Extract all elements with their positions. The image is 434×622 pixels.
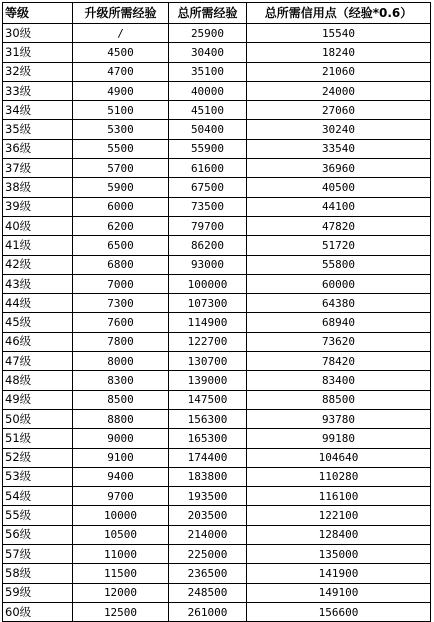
cell-total-credits: 33540 [247,139,431,158]
cell-upgrade-exp: 7600 [73,313,169,332]
header-upgrade-exp: 升级所需经验 [73,3,169,24]
cell-total-exp: 114900 [169,313,247,332]
cell-total-credits: 68940 [247,313,431,332]
cell-upgrade-exp: 7000 [73,274,169,293]
table-row [3,236,431,255]
table-row [3,81,431,100]
table-row [3,448,431,467]
cell-upgrade-exp: 4700 [73,62,169,81]
cell-upgrade-exp: 4900 [73,81,169,100]
cell-total-exp: 61600 [169,159,247,178]
cell-upgrade-exp: 11500 [73,564,169,583]
cell-upgrade-exp: 12000 [73,583,169,602]
cell-level: 51级 [3,429,73,448]
table-row [3,274,431,293]
cell-total-credits: 99180 [247,429,431,448]
cell-total-exp: 174400 [169,448,247,467]
experience-table [2,2,431,622]
cell-upgrade-exp: 5700 [73,159,169,178]
cell-total-exp: 156300 [169,409,247,428]
table-row [3,313,431,332]
table-row [3,255,431,274]
cell-level: 42级 [3,255,73,274]
cell-total-credits: 141900 [247,564,431,583]
cell-total-exp: 25900 [169,24,247,43]
cell-level: 53级 [3,467,73,486]
cell-level: 56级 [3,525,73,544]
cell-total-credits: 40500 [247,178,431,197]
cell-total-credits: 156600 [247,602,431,621]
cell-total-exp: 214000 [169,525,247,544]
cell-level: 35级 [3,120,73,139]
cell-upgrade-exp: 9400 [73,467,169,486]
cell-upgrade-exp: 9100 [73,448,169,467]
table-row [3,429,431,448]
cell-upgrade-exp: 9700 [73,487,169,506]
cell-level: 36级 [3,139,73,158]
cell-level: 41级 [3,236,73,255]
table-row [3,390,431,409]
cell-upgrade-exp: / [73,24,169,43]
cell-upgrade-exp: 6000 [73,197,169,216]
cell-level: 46级 [3,332,73,351]
cell-upgrade-exp: 5100 [73,101,169,120]
cell-total-exp: 100000 [169,274,247,293]
cell-level: 52级 [3,448,73,467]
cell-total-credits: 47820 [247,216,431,235]
cell-upgrade-exp: 5900 [73,178,169,197]
table-row [3,159,431,178]
cell-total-exp: 261000 [169,602,247,621]
cell-upgrade-exp: 6800 [73,255,169,274]
cell-upgrade-exp: 4500 [73,43,169,62]
cell-total-credits: 24000 [247,81,431,100]
table-row [3,120,431,139]
cell-level: 34级 [3,101,73,120]
cell-total-exp: 107300 [169,294,247,313]
cell-upgrade-exp: 10500 [73,525,169,544]
cell-total-credits: 93780 [247,409,431,428]
cell-total-exp: 93000 [169,255,247,274]
table-row [3,506,431,525]
cell-upgrade-exp: 5500 [73,139,169,158]
cell-upgrade-exp: 7800 [73,332,169,351]
cell-total-exp: 203500 [169,506,247,525]
cell-total-exp: 35100 [169,62,247,81]
cell-total-exp: 122700 [169,332,247,351]
table-row [3,409,431,428]
cell-total-credits: 149100 [247,583,431,602]
cell-total-exp: 147500 [169,390,247,409]
cell-total-exp: 86200 [169,236,247,255]
cell-level: 47级 [3,352,73,371]
cell-total-exp: 30400 [169,43,247,62]
table-row [3,332,431,351]
cell-upgrade-exp: 5300 [73,120,169,139]
table-row [3,545,431,564]
cell-total-exp: 79700 [169,216,247,235]
cell-total-credits: 64380 [247,294,431,313]
cell-level: 57级 [3,545,73,564]
table-row [3,43,431,62]
cell-upgrade-exp: 8500 [73,390,169,409]
cell-total-credits: 55800 [247,255,431,274]
cell-level: 48级 [3,371,73,390]
cell-total-credits: 51720 [247,236,431,255]
cell-level: 43级 [3,274,73,293]
cell-upgrade-exp: 10000 [73,506,169,525]
cell-total-exp: 130700 [169,352,247,371]
cell-total-credits: 44100 [247,197,431,216]
cell-total-exp: 45100 [169,101,247,120]
cell-level: 55级 [3,506,73,525]
cell-level: 30级 [3,24,73,43]
table-row [3,602,431,621]
cell-total-exp: 55900 [169,139,247,158]
cell-total-credits: 18240 [247,43,431,62]
table-row [3,487,431,506]
cell-total-exp: 50400 [169,120,247,139]
cell-total-credits: 128400 [247,525,431,544]
cell-total-exp: 165300 [169,429,247,448]
cell-total-exp: 73500 [169,197,247,216]
table-row [3,352,431,371]
cell-level: 39级 [3,197,73,216]
cell-level: 58级 [3,564,73,583]
table-row [3,139,431,158]
cell-total-credits: 116100 [247,487,431,506]
cell-upgrade-exp: 6500 [73,236,169,255]
cell-total-exp: 236500 [169,564,247,583]
table-body [3,24,431,622]
table-row [3,583,431,602]
cell-total-credits: 135000 [247,545,431,564]
cell-total-exp: 248500 [169,583,247,602]
header-row [3,3,431,24]
cell-total-exp: 67500 [169,178,247,197]
cell-total-credits: 36960 [247,159,431,178]
cell-level: 54级 [3,487,73,506]
cell-total-credits: 78420 [247,352,431,371]
cell-level: 60级 [3,602,73,621]
cell-total-credits: 83400 [247,371,431,390]
cell-total-exp: 40000 [169,81,247,100]
table-header [3,3,431,24]
cell-total-credits: 110280 [247,467,431,486]
cell-total-exp: 139000 [169,371,247,390]
cell-total-credits: 73620 [247,332,431,351]
cell-total-credits: 104640 [247,448,431,467]
cell-level: 33级 [3,81,73,100]
cell-total-credits: 15540 [247,24,431,43]
table-row [3,216,431,235]
table-row [3,525,431,544]
cell-upgrade-exp: 12500 [73,602,169,621]
table-row [3,467,431,486]
table-row [3,197,431,216]
cell-total-credits: 88500 [247,390,431,409]
cell-level: 59级 [3,583,73,602]
cell-level: 50级 [3,409,73,428]
cell-total-exp: 193500 [169,487,247,506]
cell-total-credits: 30240 [247,120,431,139]
cell-level: 32级 [3,62,73,81]
header-total-exp: 总所需经验 [169,3,247,24]
cell-upgrade-exp: 6200 [73,216,169,235]
cell-level: 44级 [3,294,73,313]
table-row [3,294,431,313]
cell-level: 38级 [3,178,73,197]
cell-level: 45级 [3,313,73,332]
header-level: 等级 [3,3,73,24]
cell-total-credits: 60000 [247,274,431,293]
table-row [3,178,431,197]
cell-total-credits: 21060 [247,62,431,81]
header-total-credits: 总所需信用点（经验*0.6） [247,3,431,24]
table-row [3,101,431,120]
cell-upgrade-exp: 7300 [73,294,169,313]
cell-total-exp: 225000 [169,545,247,564]
cell-upgrade-exp: 11000 [73,545,169,564]
cell-total-exp: 183800 [169,467,247,486]
cell-level: 40级 [3,216,73,235]
cell-upgrade-exp: 8000 [73,352,169,371]
cell-level: 49级 [3,390,73,409]
table-row [3,62,431,81]
cell-level: 31级 [3,43,73,62]
cell-level: 37级 [3,159,73,178]
table-row [3,24,431,43]
table-row [3,371,431,390]
cell-upgrade-exp: 8300 [73,371,169,390]
table-row [3,564,431,583]
cell-total-credits: 27060 [247,101,431,120]
cell-upgrade-exp: 8800 [73,409,169,428]
cell-total-credits: 122100 [247,506,431,525]
cell-upgrade-exp: 9000 [73,429,169,448]
